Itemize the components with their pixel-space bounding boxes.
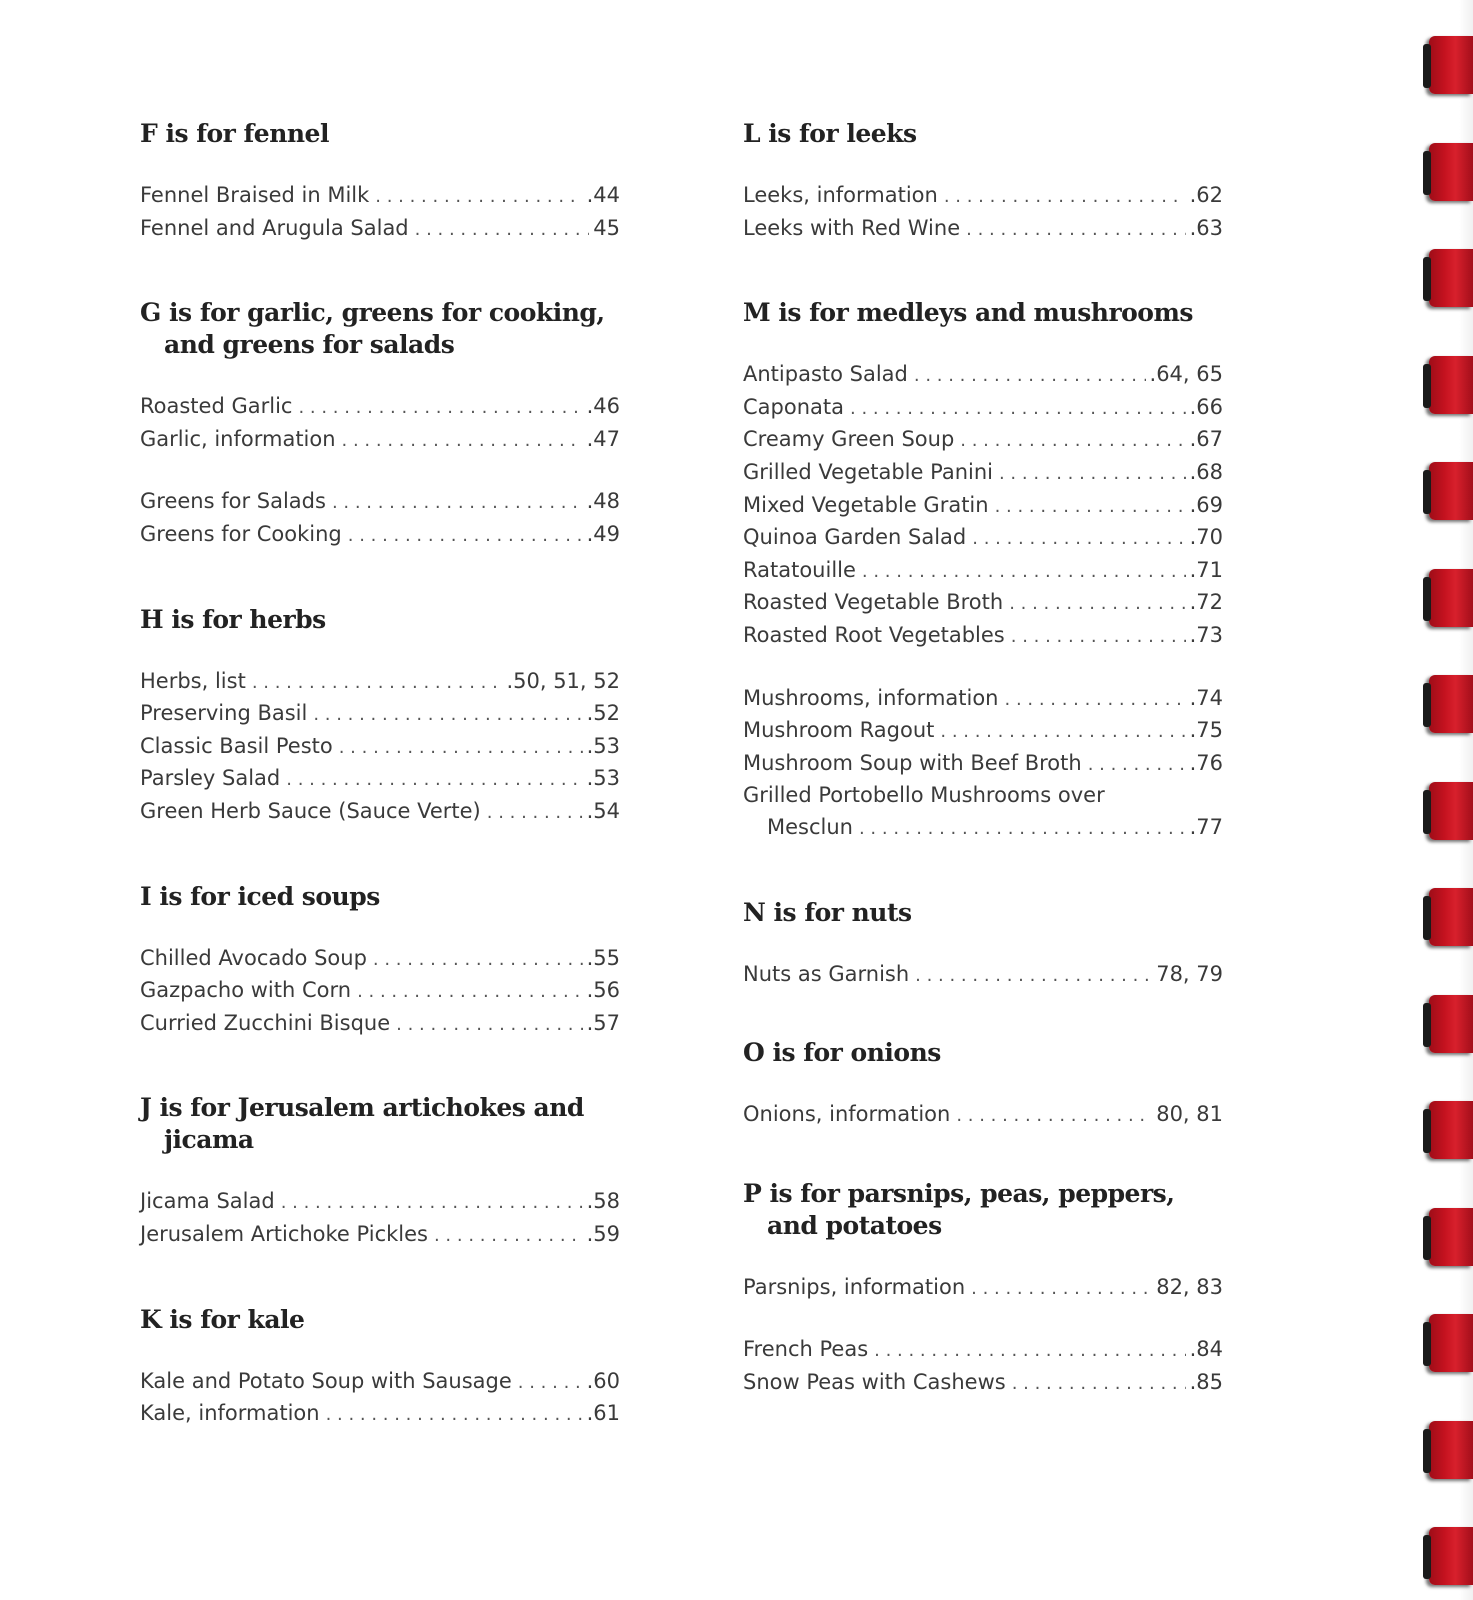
section-heading: P is for parsnips, peas, peppers, and potatoes — [743, 1178, 1175, 1240]
dot-leader — [960, 425, 1185, 457]
entry-page-number: .69 — [1189, 492, 1223, 517]
entry-label: Curried Zucchini Bisque — [140, 1010, 391, 1035]
entry-group — [140, 486, 620, 551]
index-entry — [743, 1367, 1223, 1400]
binding-ring — [1429, 995, 1473, 1053]
index-section — [140, 118, 620, 245]
section-entries — [140, 1186, 620, 1251]
dot-leader — [1009, 588, 1185, 620]
index-entry — [140, 1398, 620, 1431]
index-entry — [140, 666, 620, 699]
index-entry — [743, 620, 1223, 653]
index-entry — [743, 490, 1223, 523]
index-entry — [140, 975, 620, 1008]
index-entry — [140, 1219, 620, 1252]
index-entry — [743, 1272, 1223, 1305]
entry-page-number: .53 — [586, 766, 620, 791]
section-heading: N is for nuts — [743, 897, 912, 927]
entry-page-number: .44 — [586, 183, 620, 207]
entry-page-number: .63 — [1189, 215, 1223, 240]
dot-leader — [332, 487, 583, 519]
dot-leader — [357, 976, 583, 1008]
dot-leader — [972, 523, 1185, 555]
entry-page-number: .55 — [586, 945, 620, 970]
index-section — [140, 1092, 620, 1251]
entry-label: French Peas — [743, 1337, 869, 1362]
entry-group — [140, 1366, 620, 1431]
entry-page-number: .68 — [1189, 459, 1223, 484]
entry-group — [743, 180, 1223, 245]
index-entry — [140, 943, 620, 976]
index-entry — [140, 180, 620, 213]
entry-group — [743, 359, 1223, 652]
entry-group — [743, 1099, 1223, 1132]
section-heading: O is for onions — [743, 1038, 941, 1068]
section-entries — [743, 1099, 1223, 1132]
section-heading: M is for medleys and mushrooms — [743, 298, 1193, 328]
entry-page-number: .50, 51, 52 — [506, 668, 620, 693]
index-entry — [140, 731, 620, 764]
section-heading: I is for iced soups — [140, 881, 380, 911]
index-entry — [140, 1186, 620, 1219]
section-heading: F is for fennel — [140, 119, 329, 148]
entry-page-number: .57 — [586, 1010, 620, 1035]
entry-label: Jerusalem Artichoke Pickles — [140, 1221, 428, 1246]
entry-page-number: .66 — [1189, 394, 1223, 419]
entry-page-number: .72 — [1189, 590, 1223, 615]
entry-label: Creamy Green Soup — [743, 427, 955, 452]
dot-leader — [373, 944, 583, 976]
index-section — [140, 297, 620, 551]
section-entries — [140, 180, 620, 245]
section-entries — [743, 180, 1223, 245]
dot-leader — [415, 214, 590, 246]
entry-label: Preserving Basil — [140, 701, 308, 726]
section-entries — [743, 1272, 1223, 1400]
entry-page-number: .74 — [1189, 685, 1223, 710]
entry-label: Roasted Vegetable Broth — [743, 590, 1004, 615]
entry-group — [140, 180, 620, 245]
spiral-binding — [1417, 0, 1473, 1600]
binding-ring — [1429, 1421, 1473, 1479]
index-section — [743, 1037, 1223, 1132]
binding-ring — [1429, 782, 1473, 840]
entry-label: Snow Peas with Cashews — [743, 1369, 1006, 1394]
index-section — [743, 1178, 1223, 1400]
entry-label: Green Herb Sauce (Sauce Verte) — [140, 798, 481, 823]
index-entry — [743, 213, 1223, 246]
entry-label: Fennel Braised in Milk — [140, 183, 370, 207]
entry-page-number: .47 — [586, 426, 620, 451]
entry-page-number: .60 — [586, 1368, 620, 1393]
dot-leader — [348, 520, 583, 552]
entry-label: Classic Basil Pesto — [140, 733, 333, 758]
entry-group — [743, 959, 1223, 992]
section-entries — [743, 959, 1223, 992]
dot-leader — [252, 667, 503, 699]
binding-ring — [1429, 675, 1473, 733]
section-heading: H is for herbs — [140, 604, 326, 634]
entry-label: Mixed Vegetable Gratin — [743, 492, 989, 517]
entry-label: Garlic, information — [140, 426, 336, 451]
entry-label: Parsley Salad — [140, 766, 281, 791]
entry-label: Onions, information — [743, 1102, 951, 1127]
entry-page-number: 45 — [593, 215, 620, 240]
index-section — [140, 881, 620, 1041]
entry-group — [743, 1334, 1223, 1399]
entry-label: Fennel and Arugula Salad — [140, 215, 409, 240]
dot-leader — [850, 393, 1186, 425]
entry-label: Roasted Root Vegetables — [743, 622, 1005, 647]
index-section — [743, 297, 1223, 844]
section-heading: K is for kale — [140, 1304, 305, 1334]
entry-group — [140, 943, 620, 1041]
entry-label: Parsnips, information — [743, 1274, 966, 1299]
dot-leader — [1005, 684, 1186, 716]
index-entry — [140, 698, 620, 731]
entry-group — [743, 683, 1223, 845]
binding-ring — [1429, 36, 1473, 94]
entry-label: Grilled Vegetable Panini — [743, 459, 993, 484]
entry-label: Herbs, list — [140, 668, 246, 693]
dot-leader — [298, 392, 582, 424]
section-heading: L is for leeks — [743, 119, 917, 148]
index-entry — [743, 522, 1223, 555]
entry-label: Mushroom Soup with Beef Broth — [743, 750, 1082, 775]
index-entry — [743, 424, 1223, 457]
index-entry — [743, 392, 1223, 425]
entry-label: Quinoa Garden Salad — [743, 525, 967, 550]
entry-group — [140, 666, 620, 829]
entry-label: Leeks with Red Wine — [743, 215, 961, 240]
entry-label: Greens for Salads — [140, 489, 326, 514]
binding-ring — [1429, 1314, 1473, 1372]
entry-page-number: .58 — [586, 1189, 620, 1214]
section-entries — [140, 391, 620, 551]
binding-ring — [1429, 249, 1473, 307]
entry-label: Greens for Cooking — [140, 521, 342, 546]
entry-page-number: .67 — [1189, 427, 1223, 452]
index-entry — [743, 715, 1223, 748]
entry-label: Ratatouille — [743, 557, 856, 582]
binding-ring — [1429, 888, 1473, 946]
binding-ring — [1429, 569, 1473, 627]
entry-label: Grilled Portobello Mushrooms over — [743, 783, 1105, 808]
index-entry — [743, 587, 1223, 620]
binding-ring — [1429, 1208, 1473, 1266]
index-entry — [140, 486, 620, 519]
index-entry — [743, 180, 1223, 213]
index-section — [140, 1304, 620, 1431]
index-section — [743, 897, 1223, 992]
entry-page-number: .49 — [586, 521, 620, 546]
dot-leader — [1012, 1368, 1186, 1400]
dot-leader — [956, 1100, 1152, 1132]
index-entry — [140, 519, 620, 552]
entry-label: Kale and Potato Soup with Sausage — [140, 1368, 512, 1393]
index-section — [743, 118, 1223, 245]
entry-page-number: 78, 79 — [1156, 961, 1223, 986]
binding-ring — [1429, 1101, 1473, 1159]
index-entry — [743, 959, 1223, 992]
entry-page-number: .59 — [586, 1221, 620, 1246]
dot-leader — [995, 491, 1186, 523]
index-entry — [743, 780, 1223, 812]
entry-page-number: .73 — [1189, 622, 1223, 647]
index-section — [140, 604, 620, 829]
section-heading: J is for Jerusalem artichokes and jicama — [140, 1093, 584, 1155]
dot-leader — [375, 181, 582, 213]
entry-page-number: .54 — [586, 798, 620, 823]
entry-page-number: .77 — [1189, 814, 1223, 839]
entry-page-number: .75 — [1189, 718, 1223, 743]
entry-label: Mesclun — [767, 814, 853, 839]
index-entry — [743, 457, 1223, 490]
entry-label: Mushrooms, information — [743, 685, 999, 710]
entry-page-number: .48 — [586, 489, 620, 514]
dot-leader — [1088, 749, 1186, 781]
dot-leader — [281, 1187, 583, 1219]
dot-leader — [396, 1009, 582, 1041]
index-entry — [140, 213, 620, 246]
binding-ring — [1429, 356, 1473, 414]
dot-leader — [874, 1335, 1185, 1367]
index-entry — [743, 1334, 1223, 1367]
entry-label: Gazpacho with Corn — [140, 978, 352, 1003]
entry-page-number: .76 — [1189, 750, 1223, 775]
entry-page-number: 80, 81 — [1156, 1102, 1223, 1127]
dot-leader — [940, 716, 1185, 748]
dot-leader — [999, 458, 1186, 490]
entry-group — [743, 1272, 1223, 1305]
binding-ring — [1429, 462, 1473, 520]
section-entries — [140, 943, 620, 1041]
dot-leader — [487, 797, 583, 829]
index-entry — [743, 748, 1223, 781]
dot-leader — [1011, 621, 1186, 653]
index-entry — [140, 1008, 620, 1041]
section-entries — [140, 1366, 620, 1431]
index-entry — [140, 391, 620, 424]
entry-group — [140, 391, 620, 456]
dot-leader — [518, 1367, 583, 1399]
entry-page-number: .61 — [586, 1401, 620, 1426]
entry-page-number: .70 — [1189, 525, 1223, 550]
entry-label: Nuts as Garnish — [743, 961, 910, 986]
entry-label: Antipasto Salad — [743, 362, 908, 387]
section-entries — [743, 359, 1223, 844]
section-entries — [140, 666, 620, 829]
dot-leader — [966, 214, 1185, 246]
dot-leader — [434, 1220, 583, 1252]
dot-leader — [342, 425, 583, 457]
entry-page-number: .46 — [586, 394, 620, 419]
dot-leader — [859, 813, 1186, 845]
dot-leader — [914, 360, 1146, 392]
index-entry — [743, 555, 1223, 588]
section-heading: G is for garlic, greens for cooking, and greens for salads — [140, 298, 605, 360]
entry-label: Mushroom Ragout — [743, 718, 935, 743]
index-left-column — [140, 118, 620, 1431]
entry-page-number: .56 — [586, 978, 620, 1003]
binding-ring — [1429, 1527, 1473, 1585]
index-entry — [743, 1099, 1223, 1132]
entry-page-number: 82, 83 — [1156, 1274, 1223, 1299]
entry-label: Leeks, information — [743, 183, 938, 207]
dot-leader — [313, 699, 582, 731]
index-entry — [140, 796, 620, 829]
dot-leader — [944, 181, 1186, 213]
dot-leader — [862, 556, 1186, 588]
entry-page-number: .85 — [1189, 1369, 1223, 1394]
entry-label: Caponata — [743, 394, 844, 419]
entry-page-number: .52 — [586, 701, 620, 726]
entry-page-number: .53 — [586, 733, 620, 758]
index-entry — [140, 763, 620, 796]
index-entry — [743, 359, 1223, 392]
binding-ring — [1429, 143, 1473, 201]
dot-leader — [326, 1399, 583, 1431]
entry-label: Kale, information — [140, 1401, 320, 1426]
entry-group — [140, 1186, 620, 1251]
index-entry — [743, 683, 1223, 716]
dot-leader — [971, 1273, 1152, 1305]
index-entry — [140, 1366, 620, 1399]
entry-label: Roasted Garlic — [140, 394, 293, 419]
entry-page-number: .62 — [1189, 183, 1223, 207]
entry-page-number: .84 — [1189, 1337, 1223, 1362]
index-entry — [743, 812, 1223, 845]
dot-leader — [915, 960, 1152, 992]
entry-page-number: .71 — [1189, 557, 1223, 582]
entry-label: Chilled Avocado Soup — [140, 945, 367, 970]
index-right-column — [743, 118, 1223, 1399]
dot-leader — [339, 732, 583, 764]
dot-leader — [286, 764, 582, 796]
index-entry — [140, 424, 620, 457]
entry-page-number: .64, 65 — [1149, 362, 1223, 387]
entry-label: Jicama Salad — [140, 1189, 275, 1214]
